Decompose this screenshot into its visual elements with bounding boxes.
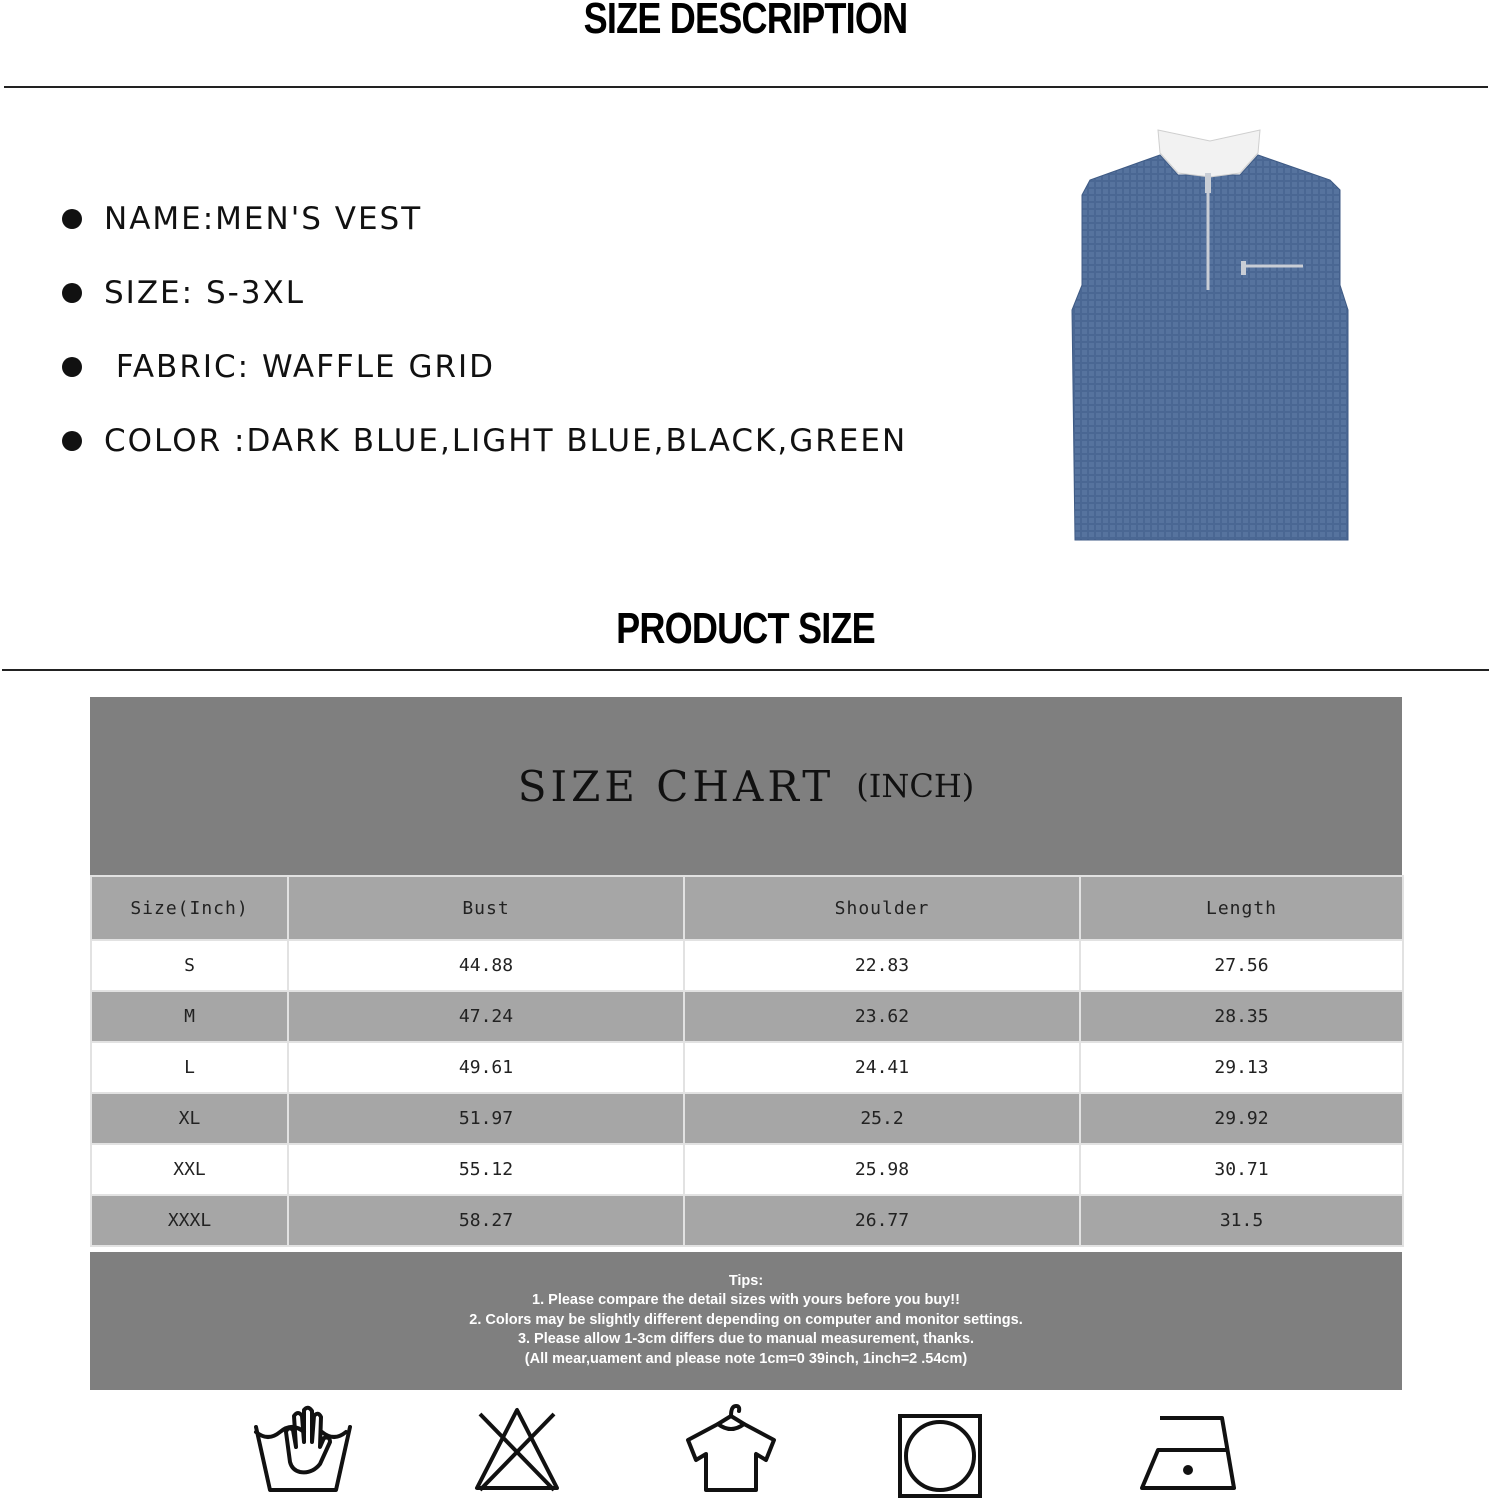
spec-item-name bbox=[62, 182, 907, 256]
bust-cell: 51.97 bbox=[288, 1093, 684, 1144]
table-row bbox=[91, 1093, 1403, 1144]
iron-low-icon bbox=[1134, 1402, 1244, 1498]
tips-line: 2. Colors may be slightly different depending on computer and monitor settings. bbox=[469, 1311, 1023, 1328]
table-row bbox=[91, 1042, 1403, 1093]
shoulder-cell: 25.2 bbox=[684, 1093, 1080, 1144]
size-chart-header bbox=[90, 697, 1402, 875]
bullet-icon bbox=[62, 209, 82, 229]
spec-list bbox=[62, 182, 907, 478]
tips-line: 1. Please compare the detail sizes with yours before you buy!! bbox=[532, 1292, 960, 1309]
shoulder-cell: 25.98 bbox=[684, 1144, 1080, 1195]
tips-heading: Tips: bbox=[728, 1273, 764, 1289]
column-header: Length bbox=[1080, 876, 1403, 940]
length-cell: 30.71 bbox=[1080, 1144, 1403, 1195]
size-chart-title: SIZE CHART bbox=[517, 761, 835, 811]
size-chart-unit: (INCH) bbox=[856, 767, 975, 805]
column-header: Size(Inch) bbox=[91, 876, 288, 940]
table-row bbox=[91, 940, 1403, 991]
hang-dry-icon bbox=[676, 1402, 786, 1498]
length-cell: 31.5 bbox=[1080, 1195, 1403, 1246]
hand-wash-icon bbox=[248, 1402, 358, 1498]
bust-cell: 49.61 bbox=[288, 1042, 684, 1093]
size-cell: S bbox=[91, 940, 288, 991]
spec-item-color bbox=[62, 404, 907, 478]
spec-fabric-text: FABRIC: WAFFLE GRID bbox=[104, 349, 496, 385]
tips-line: 3. Please allow 1-3cm differs due to manual measurement, thanks. bbox=[517, 1331, 975, 1348]
bullet-icon bbox=[62, 357, 82, 377]
length-cell: 28.35 bbox=[1080, 991, 1403, 1042]
divider bbox=[2, 669, 1489, 671]
size-cell: XXXL bbox=[91, 1195, 288, 1246]
divider bbox=[4, 86, 1488, 88]
spec-size-text: SIZE: S-3XL bbox=[104, 275, 306, 311]
shoulder-cell: 26.77 bbox=[684, 1195, 1080, 1246]
size-cell: XXL bbox=[91, 1144, 288, 1195]
bust-cell: 44.88 bbox=[288, 940, 684, 991]
shoulder-cell: 22.83 bbox=[684, 940, 1080, 991]
length-cell: 27.56 bbox=[1080, 940, 1403, 991]
size-chart bbox=[90, 697, 1402, 1390]
spec-name-text: NAME:MEN'S VEST bbox=[104, 201, 423, 237]
bust-cell: 58.27 bbox=[288, 1195, 684, 1246]
spec-item-size bbox=[62, 256, 907, 330]
size-cell: XL bbox=[91, 1093, 288, 1144]
tumble-dry-icon bbox=[888, 1402, 998, 1498]
vest-product-image bbox=[1060, 125, 1360, 550]
length-cell: 29.13 bbox=[1080, 1042, 1403, 1093]
bullet-icon bbox=[62, 431, 82, 451]
size-table bbox=[90, 875, 1404, 1247]
bust-cell: 55.12 bbox=[288, 1144, 684, 1195]
tips-line: (All mear,uament and please note 1cm=0 39inch, 1inch=2 .54cm) bbox=[524, 1350, 968, 1367]
bust-cell: 47.24 bbox=[288, 991, 684, 1042]
spec-item-fabric bbox=[62, 330, 907, 404]
table-row bbox=[91, 1144, 1403, 1195]
size-description-title: SIZE DESCRIPTION bbox=[583, 0, 908, 43]
shoulder-cell: 23.62 bbox=[684, 991, 1080, 1042]
tips-box bbox=[90, 1252, 1402, 1390]
column-header: Shoulder bbox=[684, 876, 1080, 940]
spec-color-text: COLOR :DARK BLUE,LIGHT BLUE,BLACK,GREEN bbox=[104, 423, 908, 459]
size-cell: M bbox=[91, 991, 288, 1042]
do-not-bleach-icon bbox=[462, 1402, 572, 1498]
table-row bbox=[91, 991, 1403, 1042]
table-header-row bbox=[91, 876, 1403, 940]
size-cell: L bbox=[91, 1042, 288, 1093]
shoulder-cell: 24.41 bbox=[684, 1042, 1080, 1093]
column-header: Bust bbox=[288, 876, 684, 940]
product-size-title: PRODUCT SIZE bbox=[616, 604, 875, 653]
length-cell: 29.92 bbox=[1080, 1093, 1403, 1144]
bullet-icon bbox=[62, 283, 82, 303]
table-row bbox=[91, 1195, 1403, 1246]
